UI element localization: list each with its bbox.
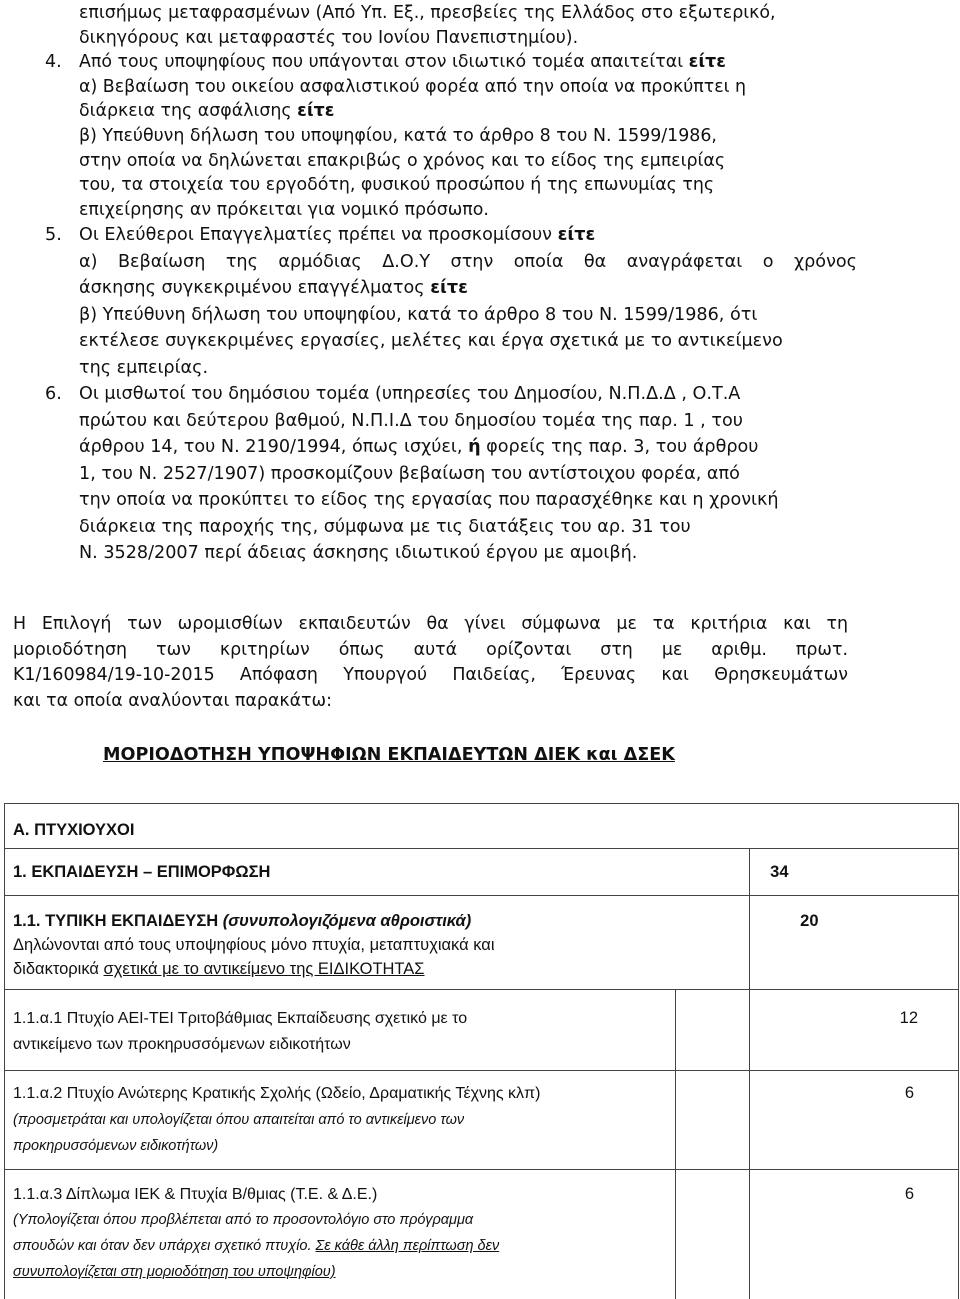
underlined-text: σχετικά με το αντικείμενο της ΕΙΔΙΚΟΤΗΤΑΣ: [103, 960, 425, 978]
text-line: άρθρου 14, του Ν. 2190/1994, όπως ισχύει,: [79, 437, 469, 458]
points-value: 34: [750, 849, 959, 896]
text-line: άσκησης συγκεκριμένου επαγγέλματος: [79, 278, 431, 299]
eite-emphasis: είτε: [688, 52, 726, 73]
list-item-4: [45, 50, 905, 222]
item-number: 4.: [45, 52, 62, 73]
text-line: στην οποία να δηλώνεται επακριβώς ο χρόνος και το είδος της εμπειρίας: [79, 150, 726, 171]
text-line: διάρκεια της ασφάλισης: [79, 101, 298, 122]
eite-emphasis: είτε: [557, 225, 596, 246]
text-line: επισήμως μεταφρασμένων (Από Υπ. Εξ., πρεσβείες της Ελλάδος στο εξωτερικό,: [79, 3, 776, 23]
points-value: 12: [750, 990, 959, 1071]
text-line: 1, του Ν. 2527/1907) προσκομίζουν βεβαίωση του αντίστοιχου φορέα, από: [79, 463, 740, 484]
list-item-5: [45, 222, 905, 381]
section-heading: ΜΟΡΙΟΔΟΤΗΣΗ ΥΠΟΨΗΦΙΩΝ ΕΚΠΑΙΔΕΥΤΩΝ ΔΙΕΚ και ΔΣΕΚ: [103, 745, 675, 765]
item3-continuation: [45, 1, 905, 50]
text-line: μοριοδότηση των κριτηρίων όπως αυτά ορίζονται στη με αριθμ. πρωτ.: [13, 639, 848, 660]
text-line: επιχείρησης αν πρόκειται για νομικό πρόσωπο.: [79, 199, 489, 220]
table-row: [5, 1170, 959, 1299]
note-line: προκηρυσσόμενων ειδικοτήτων): [13, 1138, 219, 1154]
table-row: [5, 990, 959, 1071]
text-line: Κ1/160984/19-10-2015 Απόφαση Υπουργού Παιδείας, Έρευνας και Θρησκευμάτων: [13, 665, 848, 686]
points-value: 6: [750, 1071, 959, 1170]
text-line: φορείς της παρ. 3, του άρθρου: [480, 437, 759, 458]
scoring-table: [4, 803, 959, 1299]
requirements-list: [45, 0, 905, 567]
or-emphasis: ή: [468, 437, 481, 458]
table-row: [5, 849, 959, 896]
selection-paragraph: [13, 612, 848, 714]
text-line: Οι Ελεύθεροι Επαγγελματίες πρέπει να προσκομίσουν: [79, 225, 558, 246]
text-line: εκτέλεσε συγκεκριμένες εργασίες, μελέτες και έργα σχετικά με το αντικείμενο: [79, 331, 783, 352]
eite-emphasis: είτε: [297, 101, 335, 122]
text-line: 1.1.α.3 Δίπλωμα ΙΕΚ & Πτυχία Β/θμιας (Τ.Ε. & Δ.Ε.): [13, 1186, 378, 1203]
note-line: (προσμετράται και υπολογίζεται όπου απαιτείται από το αντικείμενο των: [13, 1112, 465, 1128]
text-line: αντικείμενο των προκηρυσσόμενων ειδικοτήτων: [13, 1036, 351, 1053]
table-row: [5, 896, 959, 990]
text-line: και τα οποία αναλύονται παρακάτω:: [13, 690, 332, 711]
empty-cell: [675, 1170, 749, 1299]
text-line: α) Βεβαίωση της αρμόδιας Δ.Ο.Υ στην οποία θα αναγράφεται ο χρόνος: [79, 251, 857, 272]
text-line: διάρκεια της παροχής της, σύμφωνα με τις διατάξεις του αρ. 31 του: [79, 516, 691, 537]
criterion-title: 1.1. ΤΥΠΙΚΗ ΕΚΠΑΙΔΕΥΣΗ: [13, 912, 223, 930]
text-line: του, τα στοιχεία του εργοδότη, φυσικού προσώπου ή της επωνυμίας της: [79, 175, 715, 196]
list-item-6: [45, 381, 905, 567]
criterion-label: 1. ΕΚΠΑΙΔΕΥΣΗ – ΕΠΙΜΟΡΦΩΣΗ: [5, 849, 750, 896]
text-line: Από τους υποψηφίους που υπάγονται στον ιδιωτικό τομέα απαιτείται: [79, 52, 689, 73]
criterion-cell: [5, 1170, 676, 1299]
text-line: πρώτου και δεύτερου βαθμού, Ν.Π.Ι.Δ του δημοσίου τομέα της παρ. 1 , του: [79, 410, 743, 431]
underlined-note: Σε κάθε άλλη περίπτωση δεν: [315, 1238, 500, 1254]
empty-cell: [675, 990, 749, 1071]
text-line: διδακτορικά: [13, 960, 104, 978]
eite-emphasis: είτε: [430, 278, 468, 299]
text-line: α) Βεβαίωση του οικείου ασφαλιστικού φορέα από την οποία να προκύπτει η: [79, 76, 747, 97]
item-number: 5.: [45, 225, 62, 246]
criterion-cell: [5, 1071, 676, 1170]
note-line: σπουδών και όταν δεν υπάρχει σχετικό πτυχίο.: [13, 1238, 316, 1254]
table-row: [5, 1071, 959, 1170]
points-value: 20: [750, 896, 959, 990]
table-row: [5, 804, 959, 849]
text-line: β) Υπεύθυνη δήλωση του υποψηφίου, κατά το άρθρο 8 του Ν. 1599/1986, ότι: [79, 304, 758, 325]
text-line: Η Επιλογή των ωρομισθίων εκπαιδευτών θα γίνει σύμφωνα με τα κριτήρια και τη: [13, 614, 848, 634]
text-line: Δηλώνονται από τους υποψηφίους μόνο πτυχία, μεταπτυχιακά και: [13, 936, 495, 954]
points-value: 6: [750, 1170, 959, 1299]
text-line: Ν. 3528/2007 περί άδειας άσκησης ιδιωτικού έργου με αμοιβή.: [79, 543, 638, 564]
criterion-note: (συνυπολογιζόμενα αθροιστικά): [222, 912, 472, 930]
item-number: 6.: [45, 384, 62, 405]
text-line: 1.1.α.2 Πτυχίο Ανώτερης Κρατικής Σχολής (Ωδείο, Δραματικής Τέχνης κλπ): [13, 1085, 541, 1102]
underlined-note: συνυπολογίζεται στη μοριοδότηση του υποψηφίου): [13, 1264, 336, 1280]
criterion-cell: [5, 990, 676, 1071]
criterion-cell: [5, 896, 750, 990]
text-line: 1.1.α.1 Πτυχίο ΑΕΙ-ΤΕΙ Τριτοβάθμιας Εκπαίδευσης σχετικό με το: [13, 1010, 468, 1027]
empty-cell: [675, 1071, 749, 1170]
text-line: Οι μισθωτοί του δημόσιου τομέα (υπηρεσίες του Δημοσίου, Ν.Π.Δ.Δ , Ο.Τ.Α: [79, 384, 741, 405]
text-line: β) Υπεύθυνη δήλωση του υποψηφίου, κατά το άρθρο 8 του Ν. 1599/1986,: [79, 125, 717, 146]
text-line: την οποία να προκύπτει το είδος της εργασίας που παρασχέθηκε και η χρονική: [79, 490, 779, 511]
text-line: της εμπειρίας.: [79, 357, 209, 378]
text-line: δικηγόρους και μεταφραστές του Ιονίου Πανεπιστημίου).: [79, 27, 579, 48]
category-header: Α. ΠΤΥΧΙΟΥΧΟΙ: [5, 804, 959, 849]
note-line: (Υπολογίζεται όπου προβλέπεται από το προσοντολόγιο στο πρόγραμμα: [13, 1212, 474, 1228]
